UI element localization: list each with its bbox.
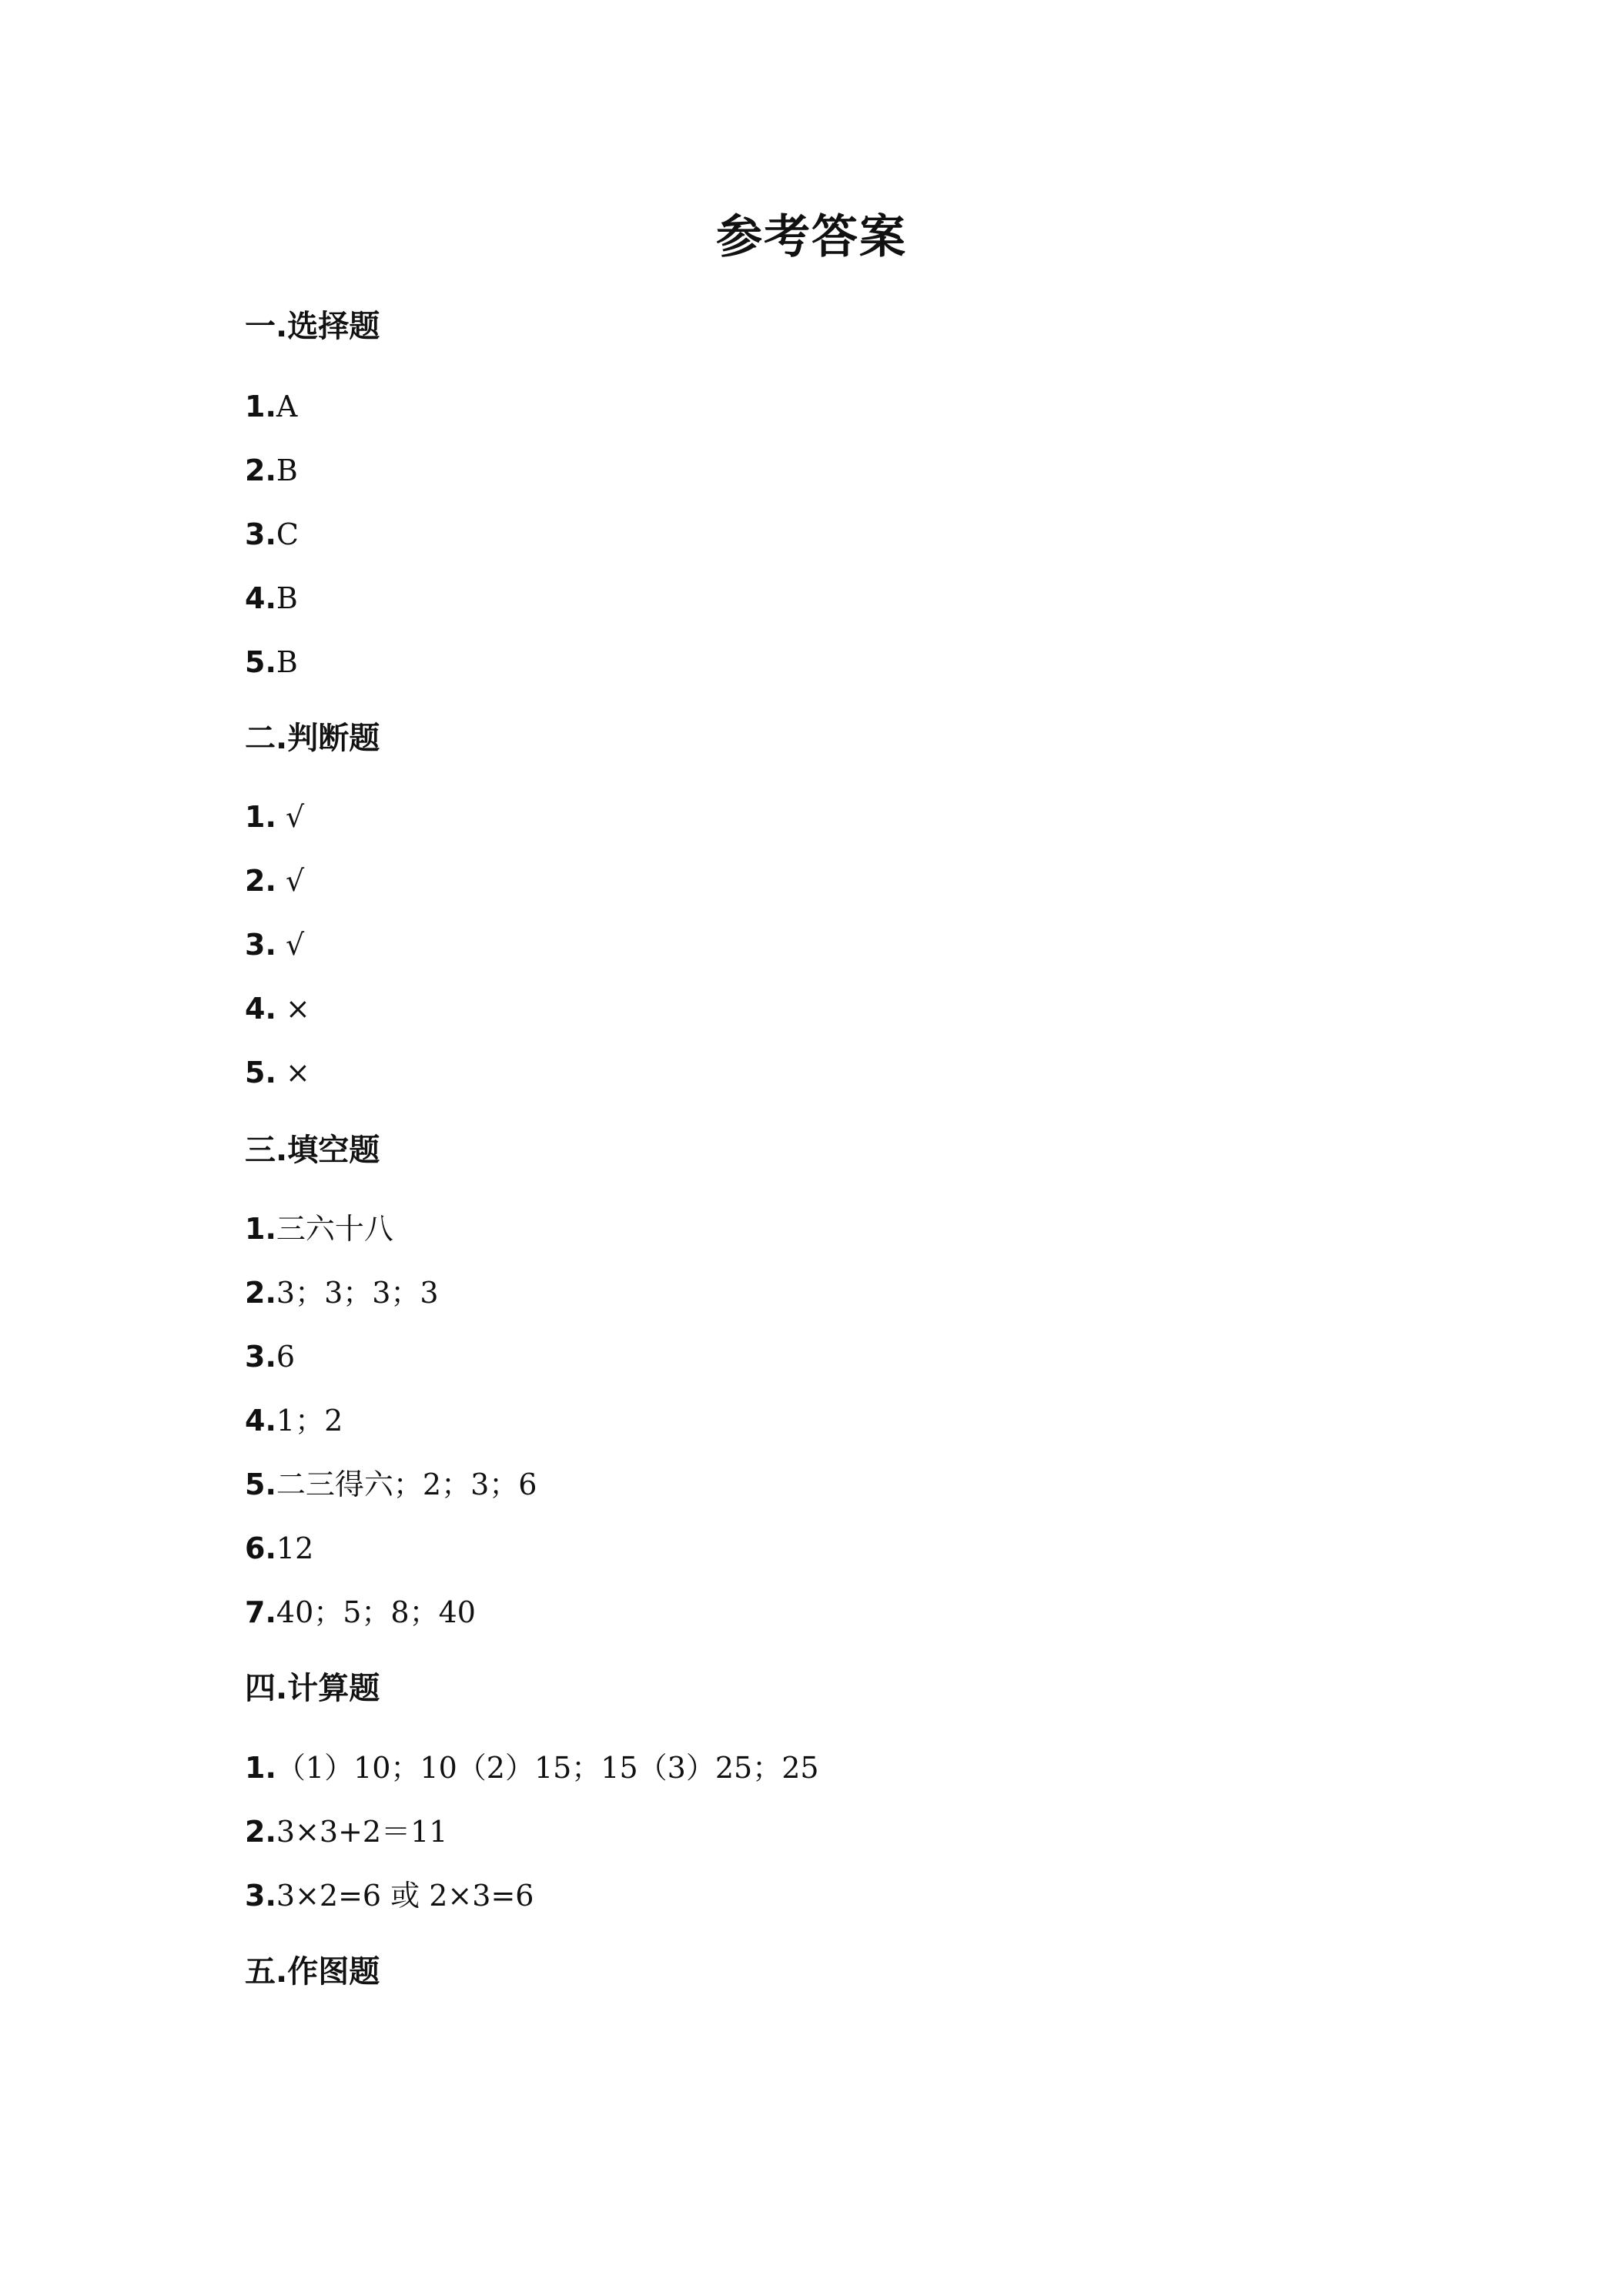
page-title: 参考答案 (716, 210, 907, 264)
answer-item: 4.1；2 (245, 1404, 343, 1438)
answer-item: 5. × (245, 1056, 310, 1089)
answer-item: 1. √ (245, 800, 305, 834)
answer-item: 7.40；5；8；40 (245, 1595, 476, 1629)
answer-item: 5.二三得六；2；3；6 (245, 1468, 537, 1501)
answer-item: 2.3；3；3；3 (245, 1276, 439, 1310)
answer-item: 1.A (245, 390, 298, 423)
answer-item: 3. √ (245, 928, 305, 962)
answer-item: 6.12 (245, 1531, 314, 1565)
answer-item: 2.B (245, 454, 298, 487)
section-heading-calculation: 四.计算题 (245, 1671, 380, 1706)
answer-item: 1.三六十八 (245, 1212, 393, 1246)
answer-item: 4. × (245, 992, 310, 1026)
section-heading-choice: 一.选择题 (245, 309, 380, 344)
section-heading-drawing: 五.作图题 (245, 1954, 380, 1990)
answer-item: 4.B (245, 581, 298, 615)
answer-item: 5.B (245, 645, 298, 679)
answer-item: 2.3×3+2＝11 (245, 1815, 448, 1849)
answer-item: 1.（1）10；10（2）15；15（3）25；25 (245, 1751, 819, 1785)
section-heading-fill-blank: 三.填空题 (245, 1133, 380, 1168)
answer-item: 3.C (245, 517, 299, 551)
answer-item: 3.6 (245, 1340, 296, 1374)
section-heading-judgement: 二.判断题 (245, 721, 380, 756)
answer-item: 3.3×2=6 或 2×3=6 (245, 1879, 534, 1913)
answer-item: 2. √ (245, 864, 305, 898)
